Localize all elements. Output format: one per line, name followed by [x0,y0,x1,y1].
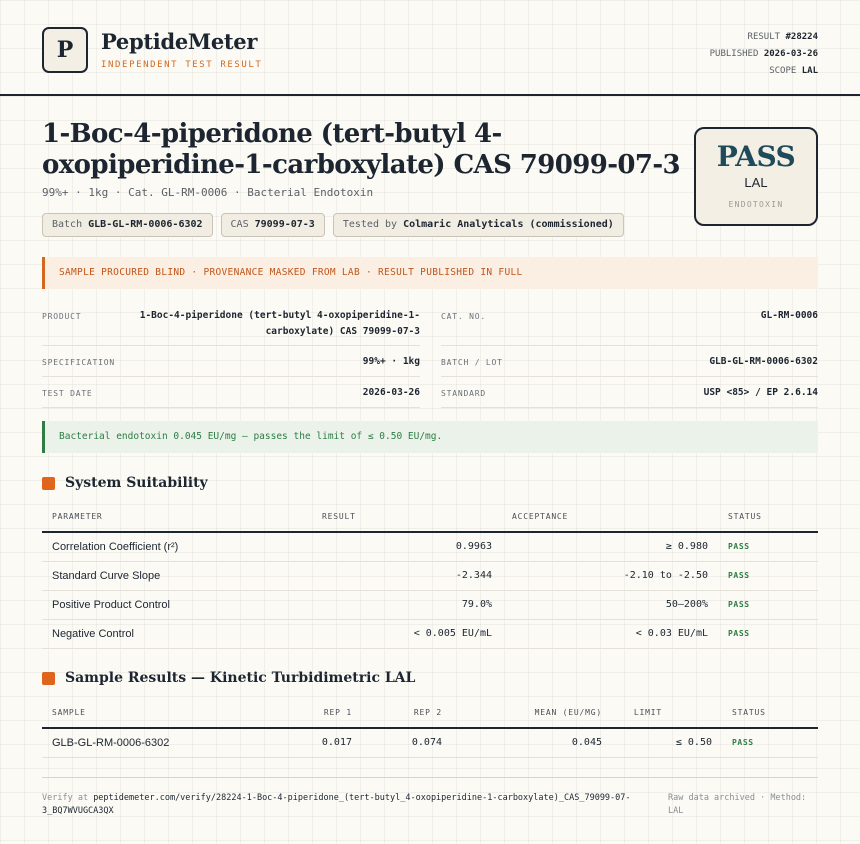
meta-scope: SCOPE LAL [769,66,818,76]
col-acceptance: ACCEPTANCE [502,502,718,532]
spec-value: 99%+ · 1kg [362,356,420,367]
col-rep1: REP 1 [272,698,362,728]
table-header-row [42,502,818,532]
status-badge: PASS [718,561,818,590]
limit-value: ≤ 0.50 [612,728,722,757]
logo-icon: P [42,27,88,73]
standard-value: USP <85> / EP 2.6.14 [703,387,818,398]
page-subtitle: 99%+ · 1kg · Cat. GL-RM-0006 · Bacterial Endotoxin [42,186,374,199]
param-name: Standard Curve Slope [42,561,312,590]
verdict-category: ENDOTOXIN [728,200,784,209]
col-limit: LIMIT [612,698,722,728]
status-badge: PASS [718,619,818,648]
verify-link[interactable]: peptidemeter.com/verify/28224-1-Boc-4-piperidone_(tert-butyl_4-oxopiperidine-1-carboxylate)_CAS_79099-07-3_BQ7WVUGCA3QX [42,793,631,816]
status-badge: PASS [718,590,818,619]
rep2-value: 0.074 [362,728,452,757]
batch-chip: Batch GLB-GL-RM-0006-6302 [42,213,213,237]
status-badge: PASS [718,532,818,561]
table-row [42,619,818,648]
system-suitability-table [42,502,818,649]
verdict-badge [694,127,818,226]
brand-name: PeptideMeter [101,29,258,54]
product-label: PRODUCT [42,312,82,321]
col-status: STATUS [722,698,818,728]
section-marker-icon [42,672,55,685]
param-acceptance: -2.10 to -2.50 [502,561,718,590]
table-header-row [42,698,818,728]
param-name: Positive Product Control [42,590,312,619]
meta-result: RESULT #28224 [747,32,818,42]
param-acceptance: ≥ 0.980 [502,532,718,561]
result-meta [710,29,818,80]
status-badge: PASS [722,728,818,757]
sample-id: GLB-GL-RM-0006-6302 [42,728,272,757]
col-mean: MEAN (EU/MG) [452,698,612,728]
col-sample: SAMPLE [42,698,272,728]
col-status: STATUS [718,502,818,532]
col-parameter: PARAMETER [42,502,312,532]
section-title: Sample Results — Kinetic Turbidimetric LAL [65,670,416,686]
page-title: 1-Boc-4-piperidone (tert-butyl 4-oxopiperidine-1-carboxylate) CAS 79099-07-3 [42,119,681,180]
product-value: 1-Boc-4-piperidone (tert-butyl 4-oxopiperidine-1-carboxylate) CAS 79099-07-3 [139,310,420,337]
blind-notice: SAMPLE PROCURED BLIND · PROVENANCE MASKED FROM LAB · RESULT PUBLISHED IN FULL [42,257,818,289]
footer-divider [42,777,818,778]
footer-method-note: Raw data archived · Method: LAL [668,793,807,816]
sample-results-heading [42,670,415,686]
rep1-value: 0.017 [272,728,362,757]
brand-tagline: INDEPENDENT TEST RESULT [101,60,263,70]
param-name: Negative Control [42,619,312,648]
meta-published: PUBLISHED 2026-03-26 [709,49,818,59]
result-summary: Bacterial endotoxin 0.045 EU/mg — passes the limit of ≤ 0.50 EU/mg. [42,421,818,453]
batch-label: BATCH / LOT [441,358,503,367]
param-acceptance: 50–200% [502,590,718,619]
standard-label: STANDARD [441,389,486,398]
col-result: RESULT [312,502,502,532]
date-value: 2026-03-26 [362,387,420,398]
table-row [42,728,818,757]
catno-value: GL-RM-0006 [760,310,818,321]
mean-value: 0.045 [452,728,612,757]
tested-by-chip: Tested by Colmaric Analyticals (commissioned) [333,213,624,237]
table-row [42,561,818,590]
section-marker-icon [42,477,55,490]
param-result: 79.0% [312,590,502,619]
batch-value: GLB-GL-RM-0006-6302 [709,356,818,367]
param-result: 0.9963 [312,532,502,561]
table-row [42,532,818,561]
verify-text: Verify at peptidemeter.com/verify/28224-1-Boc-4-piperidone_(tert-butyl_4-oxopiperidine-1-carboxylate)_CAS_79099-07-3_BQ7WVUGCA3QX [42,793,631,816]
table-row [42,590,818,619]
verdict-method: LAL [744,175,768,190]
chip-row [42,213,624,237]
date-label: TEST DATE [42,389,93,398]
verdict-status: PASS [716,140,796,173]
param-result: -2.344 [312,561,502,590]
cas-chip: CAS 79099-07-3 [221,213,325,237]
sample-results-table [42,698,818,758]
header [0,0,860,96]
spec-label: SPECIFICATION [42,358,116,367]
system-suitability-heading [42,475,208,491]
param-name: Correlation Coefficient (r²) [42,532,312,561]
param-acceptance: < 0.03 EU/mL [502,619,718,648]
param-result: < 0.005 EU/mL [312,619,502,648]
col-rep2: REP 2 [362,698,452,728]
catno-label: CAT. NO. [441,312,486,321]
section-title: System Suitability [65,475,208,491]
